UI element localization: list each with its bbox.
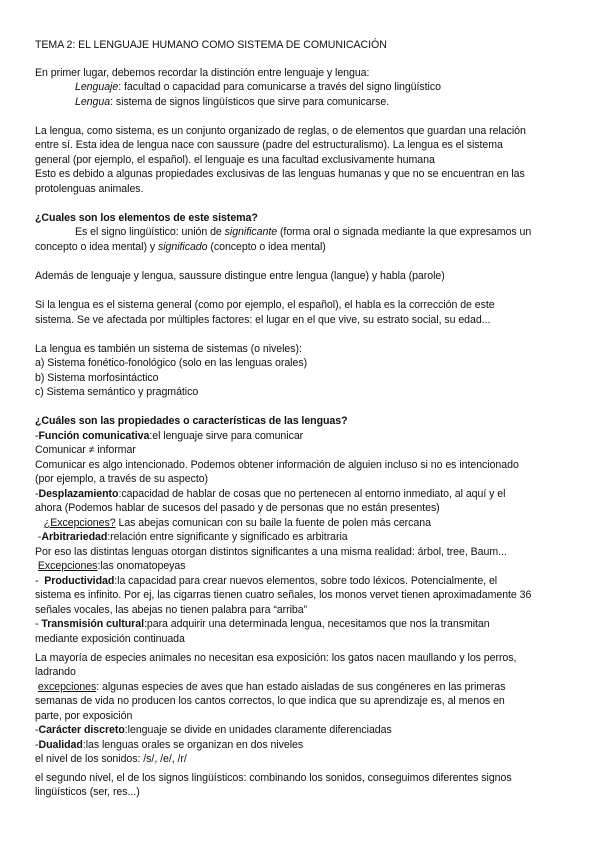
property-desplazamiento: -Desplazamiento:capacidad de hablar de cosas que no pertenecen al entorno inmediato, al aquí y el	[35, 488, 506, 500]
property-transmision: - Transmisión cultural:para adquirir una determinada lengua, necesitamos que nos la transmitan	[35, 618, 490, 630]
property-term: Productividad	[44, 575, 115, 587]
exception-label: Excepciones	[37, 560, 98, 572]
text-run: (concepto o idea mental)	[207, 241, 326, 253]
property-term: Función comunicativa	[38, 430, 150, 442]
exception-line	[35, 560, 186, 573]
section-heading-elementos: ¿Cuales son los elementos de este sistema?	[35, 212, 258, 224]
property-term: Carácter discreto	[38, 724, 125, 736]
lengua-text: : sistema de signos lingüísticos que sirve para comunicarse.	[110, 96, 390, 108]
significante-term: significante	[224, 226, 278, 238]
paragraph-line: general (por ejemplo, el español). el lenguaje es una facultad exclusivamente humana	[35, 154, 435, 166]
property-caracter-discreto: -Carácter discreto:lenguaje se divide en unidades claramente diferenciadas	[35, 724, 392, 736]
lengua-term: Lengua	[75, 96, 111, 108]
paragraph-line: señales vocales, las abejas no tienen palabra para “arriba”	[35, 604, 308, 616]
lenguaje-definition	[75, 81, 441, 94]
paragraph-line: Además de lenguaje y lengua, saussure distingue entre lengua (langue) y habla (parole)	[35, 270, 445, 282]
text-run: : algunas especies de aves que han estado aisladas de sus congéneres en las primeras	[96, 681, 506, 693]
paragraph-line: entre sí. Esta idea de lengua nace con saussure (padre del estructuralismo). La lengua es el sistema	[35, 139, 503, 151]
text-run: Las abejas comunican con su baile la fuente de polen más cercana	[115, 517, 431, 529]
text-run: :capacidad de hablar de cosas que no pertenecen al entorno inmediato, al aquí y el	[118, 488, 506, 500]
paragraph-line: La lengua, como sistema, es un conjunto organizado de reglas, o de elementos que guardan una relación	[35, 125, 526, 137]
text-run: :el lenguaje sirve para comunicar	[149, 430, 304, 442]
text-run: (forma oral o signada mediante la que expresamos un	[277, 226, 532, 238]
text-run: :para adquirir una determinada lengua, necesitamos que nos la transmitan	[144, 618, 490, 630]
text-run: :las onomatopeyas	[97, 560, 186, 572]
text-run: :lenguaje se divide en unidades claramente diferenciadas	[124, 724, 392, 736]
list-item: a) Sistema fonético-fonológico (solo en las lenguas orales)	[35, 357, 308, 369]
lengua-definition	[75, 96, 389, 109]
text-run: :las lenguas orales se organizan en dos niveles	[82, 739, 304, 751]
paragraph-line: lingüísticos (ser, res...)	[35, 786, 140, 798]
paragraph-line: sistema. Se ve afectada por múltiples factores: el lugar en el que vive, su estrato social, su edad...	[35, 314, 491, 326]
paragraph-line: protolenguas animales.	[35, 183, 144, 195]
paragraph-line: Comunicar es algo intencionado. Podemos obtener información de alguien incluso si no es intencionado	[35, 459, 519, 471]
property-term: Dualidad	[38, 739, 83, 751]
lenguaje-term: Lenguaje	[75, 81, 119, 93]
paragraph-line: el nivel de los sonidos: /s/, /e/, /r/	[35, 753, 187, 765]
paragraph-line: ahora (Podemos hablar de sucesos del pasado y de personas que no están presentes)	[35, 502, 440, 514]
paragraph-line: Comunicar ≠ informar	[35, 444, 136, 456]
paragraph-line: semanas de vida no producen los cantos correctos, lo que indica que su aprendizaje es, al menos en	[35, 695, 505, 707]
paragraph-line: sistema es infinito. Por ej, las cigarras tienen cuatro señales, los monos vervet tienen aproximadamente 36	[35, 589, 532, 601]
property-term: Desplazamiento	[38, 488, 119, 500]
exception-line	[38, 517, 431, 530]
signo-line	[35, 241, 326, 254]
paragraph-line: La mayoría de especies animales no necesitan esa exposición: los gatos nacen maullando y los perros,	[35, 652, 517, 664]
paragraph-line: Por eso las distintas lenguas otorgan distintos significantes a una misma realidad: árbol, tree, Baum...	[35, 546, 507, 558]
text-run: :relación entre significante y significado es arbitraria	[107, 531, 348, 543]
paragraph-line: el segundo nivel, el de los signos lingüísticos: combinando los sonidos, conseguimos diferentes signos	[35, 772, 512, 784]
signo-line	[75, 226, 531, 239]
property-productividad: - Productividad:la capacidad para crear nuevos elementos, sobre todo léxicos. Potencialmente, el	[35, 575, 498, 587]
text-run: Es el signo lingüístico: unión de	[75, 226, 225, 238]
paragraph-line: (por ejemplo, a través de su aspecto)	[35, 473, 209, 485]
property-funcion: -Función comunicativa:el lenguaje sirve para comunicar	[35, 430, 304, 442]
property-term: Transmisión cultural	[41, 618, 144, 630]
section-heading-propiedades: ¿Cuáles son las propiedades o características de las lenguas?	[35, 415, 348, 427]
paragraph-line: mediante exposición continuada	[35, 633, 185, 645]
paragraph-line: La lengua es también un sistema de sistemas (o niveles):	[35, 343, 302, 355]
document-title: TEMA 2: EL LENGUAJE HUMANO COMO SISTEMA DE COMUNICACIÓN	[35, 39, 387, 51]
exception-label: excepciones	[37, 681, 97, 693]
list-item: c) Sistema semántico y pragmático	[35, 386, 199, 398]
text-run: concepto o idea mental) y	[35, 241, 158, 253]
paragraph-line: ladrando	[35, 666, 76, 678]
paragraph-line: parte, por exposición	[35, 710, 133, 722]
exception-label: ¿Excepciones?	[43, 517, 116, 529]
property-arbitrariedad: -Arbitrariedad:relación entre significante y significado es arbitraria	[35, 531, 348, 543]
intro-line: En primer lugar, debemos recordar la distinción entre lenguaje y lengua:	[35, 67, 370, 79]
paragraph-line: Si la lengua es el sistema general (como por ejemplo, el español), el habla es la corrección de este	[35, 299, 495, 311]
text-run: :la capacidad para crear nuevos elementos, sobre todo léxicos. Potencialmente, el	[114, 575, 498, 587]
exception-line	[35, 681, 505, 694]
paragraph-line: Esto es debido a algunas propiedades exclusivas de las lenguas humanas y que no se encuentran en las	[35, 168, 525, 180]
property-term: Arbitrariedad	[41, 531, 108, 543]
significado-term: significado	[157, 241, 208, 253]
lenguaje-text: : facultad o capacidad para comunicarse a través del signo lingüístico	[118, 81, 441, 93]
list-item: b) Sistema morfosintáctico	[35, 372, 159, 384]
property-dualidad: -Dualidad:las lenguas orales se organizan en dos niveles	[35, 739, 304, 751]
